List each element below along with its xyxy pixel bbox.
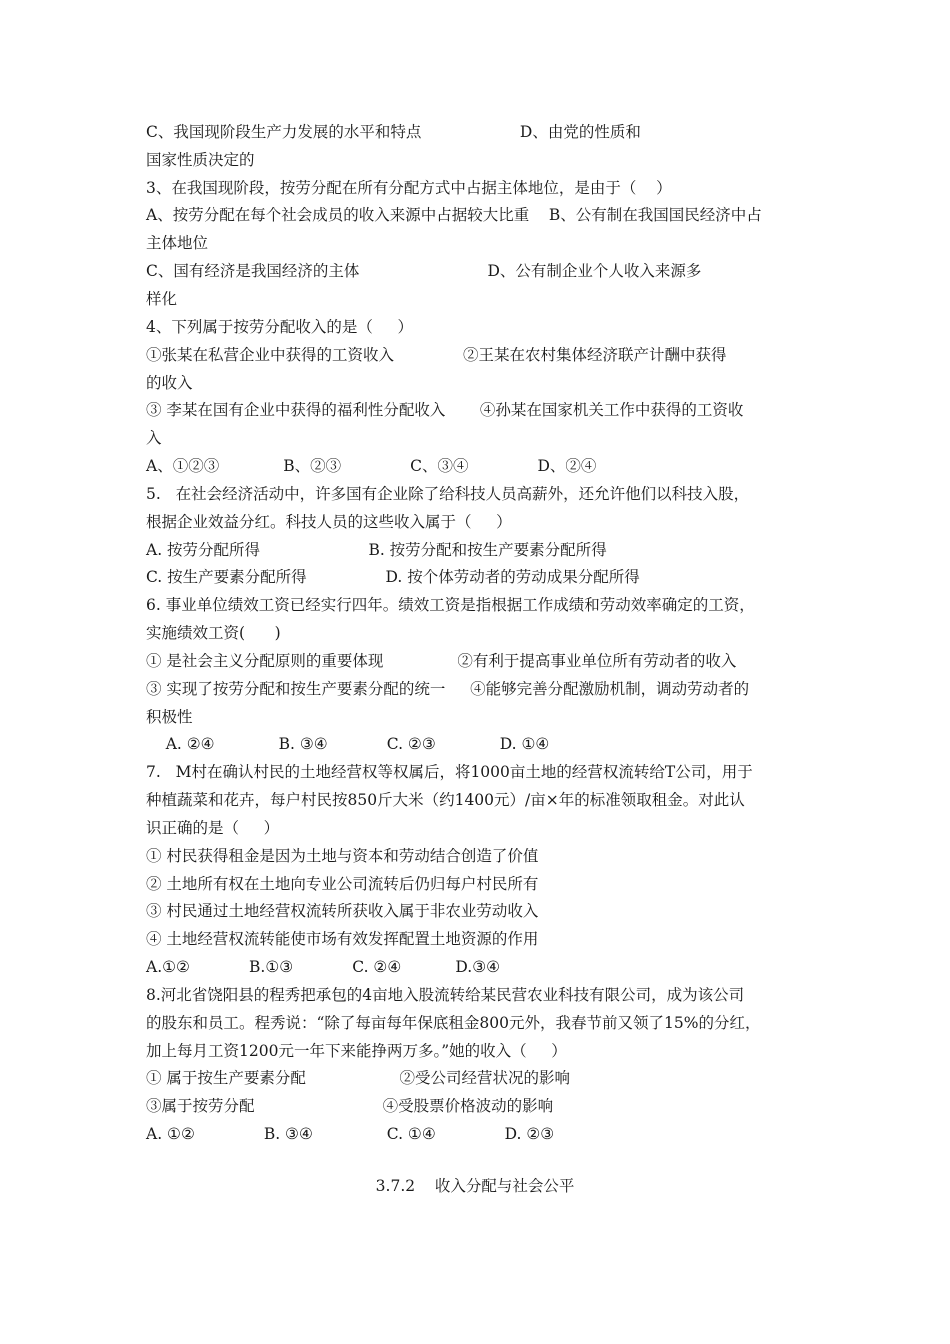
answer-options: A. ②④ B. ③④ C. ②③ D. ①④ — [146, 735, 550, 753]
text-line: 积极性 — [146, 708, 193, 726]
text-line: 的收入 — [146, 374, 193, 392]
text-line: 入 — [146, 429, 162, 447]
answer-options: A.①② B.①③ C. ②④ D.③④ — [146, 958, 501, 976]
section-title: 3.7.2 收入分配与社会公平 — [375, 1177, 575, 1195]
text-line: ② 土地所有权在土地向专业公司流转后仍归每户村民所有 — [146, 875, 539, 893]
text-line: ④ 土地经营权流转能使市场有效发挥配置土地资源的作用 — [146, 930, 539, 948]
text-line: A、按劳分配在每个社会成员的收入来源中占据较大比重 B、公有制在我国国民经济中占 — [146, 206, 762, 224]
text-line: ③ 村民通过土地经营权流转所获收入属于非农业劳动收入 — [146, 902, 539, 920]
text-line: 识正确的是（ ） — [146, 819, 280, 837]
text-line: C、国有经济是我国经济的主体 D、公有制企业个人收入来源多 — [146, 262, 702, 280]
text-line: 实施绩效工资( ) — [146, 624, 281, 642]
text-line: C、我国现阶段生产力发展的水平和特点 D、由党的性质和 — [146, 123, 641, 141]
text-line: C. 按生产要素分配所得 D. 按个体劳动者的劳动成果分配所得 — [146, 568, 640, 586]
question-3: 3、在我国现阶段，按劳分配在所有分配方式中占据主体地位，是由于（ ） — [146, 179, 672, 197]
answer-options: A、①②③ B、②③ C、③④ D、②④ — [146, 457, 597, 475]
text-line: 加上每月工资1200元一年下来能挣两万多。”她的收入（ ） — [146, 1042, 567, 1060]
text-line: ① 是社会主义分配原则的重要体现 ②有利于提高事业单位所有劳动者的收入 — [146, 652, 737, 670]
question-7: 7. M村在确认村民的土地经营权等权属后，将1000亩土地的经营权流转给T公司，用于 — [146, 763, 753, 781]
question-4: 4、下列属于按劳分配收入的是（ ） — [146, 318, 413, 336]
text-line: ③ 李某在国有企业中获得的福利性分配收入 ④孙某在国家机关工作中获得的工资收 — [146, 401, 744, 419]
text-line: 国家性质决定的 — [146, 151, 255, 169]
text-line: ③ 实现了按劳分配和按生产要素分配的统一 ④能够完善分配激励机制，调动劳动者的 — [146, 680, 750, 698]
text-line: ③属于按劳分配 ④受股票价格波动的影响 — [146, 1097, 554, 1115]
text-line: 根据企业效益分红。科技人员的这些收入属于（ ） — [146, 513, 512, 531]
text-line: ①张某在私营企业中获得的工资收入 ②王某在农村集体经济联产计酬中获得 — [146, 346, 727, 364]
text-line: 种植蔬菜和花卉，每户村民按850斤大米（约1400元）/亩×年的标准领取租金。对此认 — [146, 791, 745, 809]
text-line: A. 按劳分配所得 B. 按劳分配和按生产要素分配所得 — [146, 541, 607, 559]
question-6: 6. 事业单位绩效工资已经实行四年。绩效工资是指根据工作成绩和劳动效率确定的工资， — [146, 596, 755, 614]
text-line: 主体地位 — [146, 234, 209, 252]
text-line: ① 属于按生产要素分配 ②受公司经营状况的影响 — [146, 1069, 571, 1087]
question-8: 8.河北省饶阳县的程秀把承包的4亩地入股流转给某民营农业科技有限公司，成为该公司 — [146, 986, 745, 1004]
text-line: 的股东和员工。程秀说：“除了每亩每年保底租金800元外，我春节前又领了15%的分红， — [146, 1014, 761, 1032]
text-line: ① 村民获得租金是因为土地与资本和劳动结合创造了价值 — [146, 847, 539, 865]
answer-options: A. ①② B. ③④ C. ①④ D. ②③ — [146, 1125, 555, 1143]
text-line: 样化 — [146, 290, 178, 308]
question-5: 5. 在社会经济活动中，许多国有企业除了给科技人员高薪外，还允许他们以科技入股， — [146, 485, 750, 503]
